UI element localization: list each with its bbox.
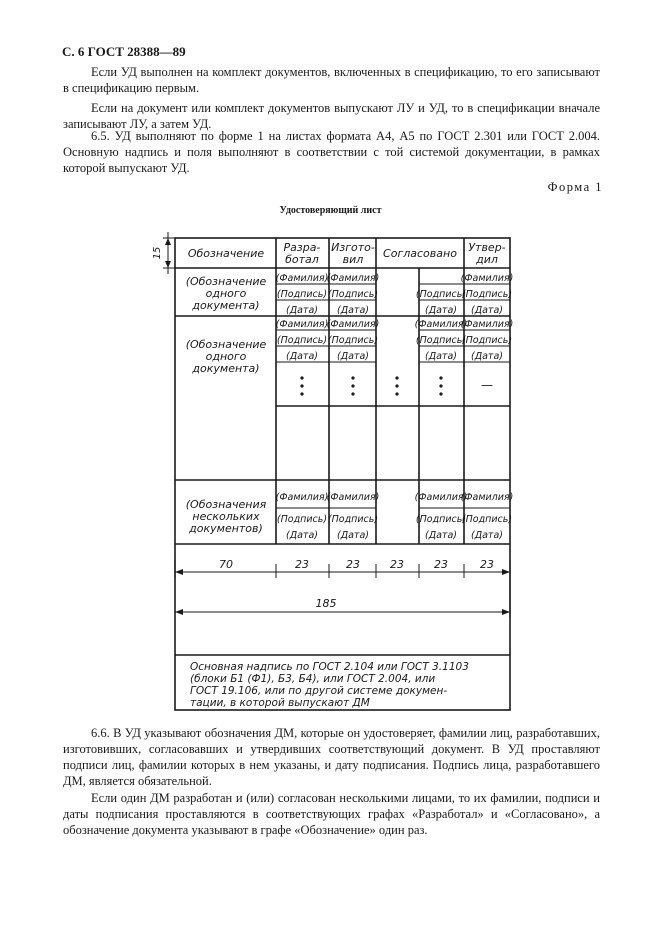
header-designation: Обозначение — [187, 247, 265, 260]
row3-developed-date: (Дата) — [285, 530, 319, 541]
row3-manufactured-surname: (Фамилия) — [326, 492, 380, 503]
row1-approved-surname: (Фамилия) — [460, 273, 514, 284]
paragraph-6-6: 6.6. В УД указывают обозначения ДМ, которые он удостоверяет, фамилии лиц, разработавших, изготовивших, согласовавших и утвердивших соответствующий документ. В УД проставляют подписи лиц, фамилии которых в нем указаны, и дату подписания. Подпись лица, разработавшего ДМ, является обязательной. — [63, 726, 600, 788]
row1-manufactured-surname: (Фамилия) — [326, 273, 380, 284]
row1-approved-date: (Дата) — [470, 305, 504, 316]
row1-agreed-date: (Дата) — [424, 305, 458, 316]
row3-agreed-date: (Дата) — [424, 530, 458, 541]
title-block-line-2: (блоки Б1 (Ф1), Б3, Б4), или ГОСТ 2.004, или — [190, 673, 436, 685]
row1-developed-date: (Дата) — [285, 305, 319, 316]
row3-agreed-surname: (Фамилия) — [414, 492, 468, 503]
row3-designation-2: нескольких — [192, 510, 260, 523]
header-manufactured-1: Изгото- — [331, 241, 375, 254]
row3-approved-date: (Дата) — [470, 530, 504, 541]
header-agreed: Согласовано — [383, 247, 457, 260]
paragraph-several-persons: Если один ДМ разработан и (или) согласован несколькими лицами, то их фамилии, подписи и даты подписания проставляются в соответствующих графах «Разработал» и «Согласовано», а обозначение документа указывают в графе «Обозначение» один раз. — [63, 791, 600, 837]
row2-agreed-date: (Дата) — [424, 351, 458, 362]
dimension-70: 70 — [219, 558, 233, 571]
title-block-line-1: Основная надпись по ГОСТ 2.104 или ГОСТ 3.1103 — [190, 661, 469, 673]
row2-developed-signature: (Подпись) — [276, 335, 328, 346]
row1-designation-3: документа) — [192, 299, 260, 312]
row2-approved-surname: (Фамилия) — [460, 319, 514, 330]
title-block-line-4: тации, в которой выпускают ДМ — [190, 697, 370, 709]
header-developed-1: Разра- — [283, 241, 321, 254]
header-approved-1: Утвер- — [468, 241, 506, 254]
row1-developed-surname: (Фамилия) — [275, 273, 329, 284]
row2-approved-date: (Дата) — [470, 351, 504, 362]
paragraph-lu-ud: Если на документ или комплект документов выпускают ЛУ и УД, то в спецификации вначале записывают ЛУ, а затем УД. — [63, 101, 600, 131]
dimension-23-a: 23 — [295, 558, 309, 571]
row1-designation-2: одного — [205, 287, 247, 300]
dimension-total-185: 185 — [315, 597, 337, 610]
row3-developed-surname: (Фамилия) — [275, 492, 329, 503]
row2-manufactured-date: (Дата) — [336, 351, 370, 362]
form-title: Удостоверяющий лист — [279, 205, 382, 216]
row2-designation-3: документа) — [192, 362, 260, 375]
row2-developed-date: (Дата) — [285, 351, 319, 362]
dimension-23-c: 23 — [390, 558, 404, 571]
row2-agreed-signature: (Подпись) — [415, 335, 467, 346]
dimension-height-label: 15 — [152, 246, 163, 260]
row3-approved-surname: (Фамилия) — [460, 492, 514, 503]
row1-manufactured-date: (Дата) — [336, 305, 370, 316]
header-developed-2: ботал — [285, 253, 319, 266]
row3-manufactured-date: (Дата) — [336, 530, 370, 541]
dimension-23-e: 23 — [480, 558, 494, 571]
row3-designation-1: (Обозначения — [185, 498, 267, 511]
paragraph-6-5: 6.5. УД выполняют по форме 1 на листах формата А4, А5 по ГОСТ 2.301 или ГОСТ 2.004. Основную надпись и поля выполняют в соответствии с той системой документации, в рамках которой выпускают УД. — [63, 129, 600, 175]
form-label: Форма 1 — [547, 180, 603, 194]
row2-approved-dash: — — [481, 378, 493, 392]
paragraph-spec-first: Если УД выполнен на комплект документов, включенных в спецификацию, то его записывают в спецификацию первым. — [63, 65, 600, 95]
dimension-23-b: 23 — [346, 558, 360, 571]
row2-manufactured-surname: (Фамилия) — [326, 319, 380, 330]
row2-designation-1: (Обозначение — [185, 338, 267, 351]
row1-manufactured-signature: (Подпись) — [327, 289, 379, 300]
title-block-line-3: ГОСТ 19.106, или по другой системе докумен- — [190, 685, 448, 697]
row2-agreed-surname: (Фамилия) — [414, 319, 468, 330]
row2-developed-surname: (Фамилия) — [275, 319, 329, 330]
row1-approved-signature: (Подпись) — [461, 289, 513, 300]
row1-agreed-signature: (Подпись) — [415, 289, 467, 300]
header-manufactured-2: вил — [342, 253, 364, 266]
row3-developed-signature: (Подпись) — [276, 514, 328, 525]
row1-designation-1: (Обозначение — [185, 275, 267, 288]
row3-manufactured-signature: (Подпись) — [327, 514, 379, 525]
dimension-23-d: 23 — [434, 558, 448, 571]
page-header: С. 6 ГОСТ 28388—89 — [62, 44, 186, 59]
row3-agreed-signature: (Подпись) — [415, 514, 467, 525]
row1-developed-signature: (Подпись) — [276, 289, 328, 300]
row3-designation-3: документов) — [189, 522, 263, 535]
row2-approved-signature: (Подпись) — [461, 335, 513, 346]
row2-manufactured-signature: (Подпись) — [327, 335, 379, 346]
row2-designation-2: одного — [205, 350, 247, 363]
row3-approved-signature: (Подпись) — [461, 514, 513, 525]
header-approved-2: дил — [476, 253, 498, 266]
